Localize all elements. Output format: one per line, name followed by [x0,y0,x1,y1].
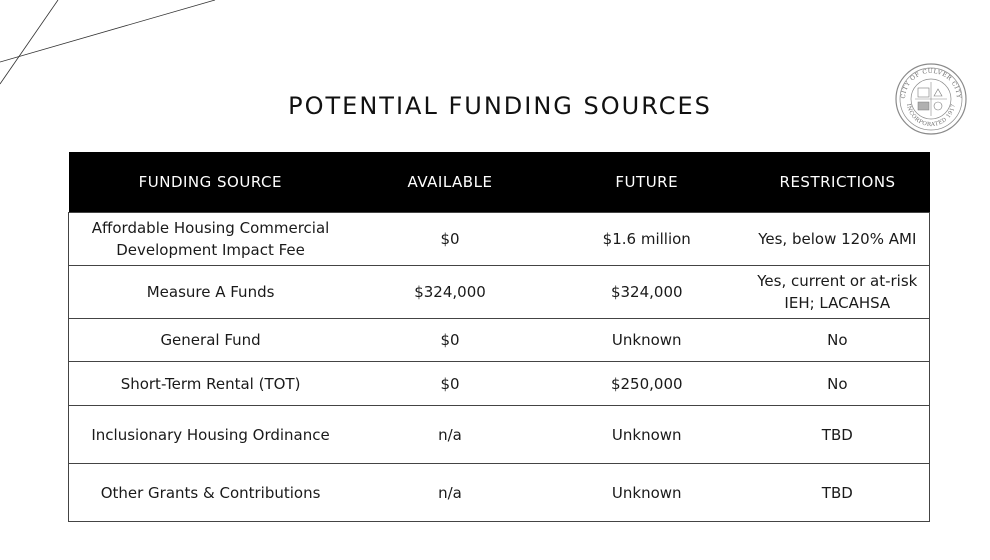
table-row [69,464,930,522]
decorative-lines [0,0,260,100]
header-available: AVAILABLE [352,152,548,213]
cell-restrictions: Yes, below 120% AMI [746,213,930,266]
cell-restrictions: No [746,362,930,406]
funding-sources-table [68,152,930,522]
cell-future: $324,000 [548,266,746,319]
svg-text:INCORPORATED 1917: INCORPORATED 1917 [905,103,957,129]
table-row [69,406,930,464]
cell-future: Unknown [548,406,746,464]
cell-restrictions: No [746,319,930,362]
header-restrictions: RESTRICTIONS [746,152,930,213]
cell-available: n/a [352,406,548,464]
cell-future: $1.6 million [548,213,746,266]
cell-funding-source: Inclusionary Housing Ordinance [69,406,353,464]
page-title: POTENTIAL FUNDING SOURCES [288,92,712,120]
cell-restrictions: Yes, current or at-risk IEH; LACAHSA [746,266,930,319]
cell-funding-source: Short-Term Rental (TOT) [69,362,353,406]
cell-funding-source: General Fund [69,319,353,362]
header-funding-source: FUNDING SOURCE [69,152,353,213]
header-future: FUTURE [548,152,746,213]
svg-text:CITY OF CULVER CITY: CITY OF CULVER CITY [899,67,963,99]
cell-available: n/a [352,464,548,522]
cell-funding-source: Measure A Funds [69,266,353,319]
cell-restrictions: TBD [746,464,930,522]
table-header-row [69,152,930,213]
cell-future: Unknown [548,464,746,522]
cell-available: $0 [352,319,548,362]
cell-available: $324,000 [352,266,548,319]
cell-available: $0 [352,362,548,406]
cell-funding-source: Affordable Housing Commercial Development Impact Fee [69,213,353,266]
table-row [69,266,930,319]
cell-future: $250,000 [548,362,746,406]
table-row [69,362,930,406]
table-row [69,213,930,266]
cell-restrictions: TBD [746,406,930,464]
cell-available: $0 [352,213,548,266]
cell-future: Unknown [548,319,746,362]
cell-funding-source: Other Grants & Contributions [69,464,353,522]
table-row [69,319,930,362]
